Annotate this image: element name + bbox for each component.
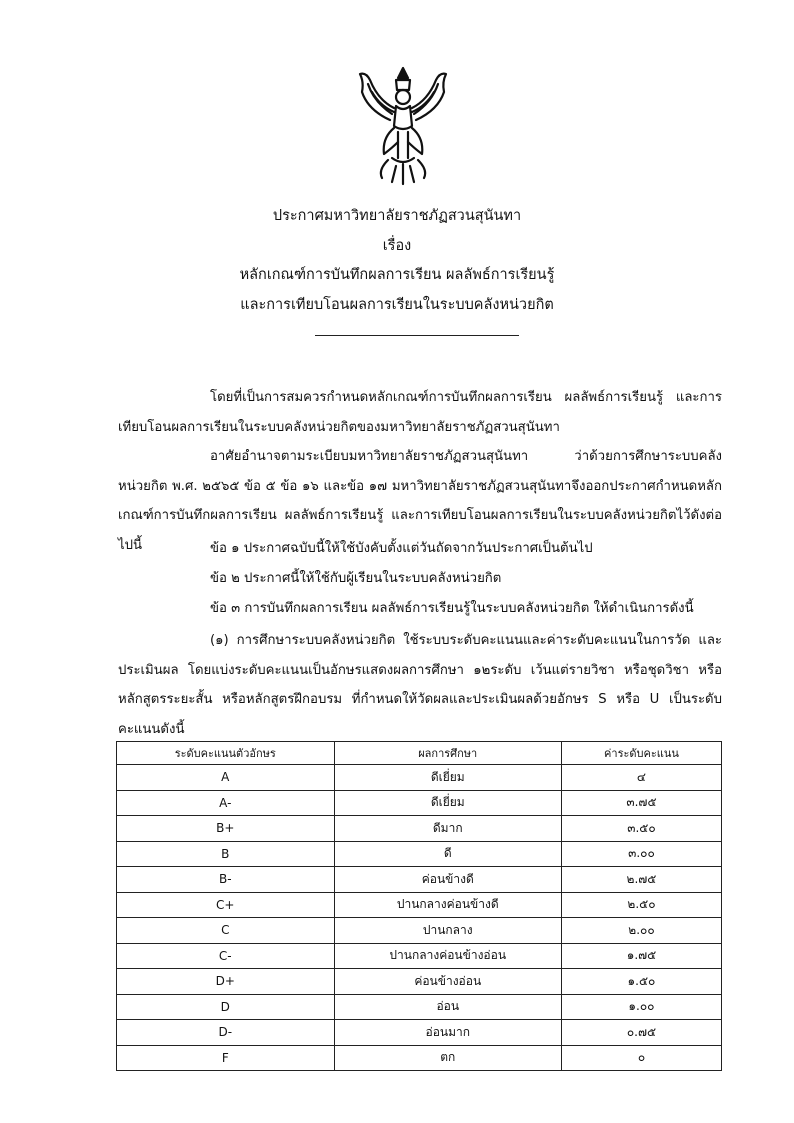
grade-value-cell: ๓.๕๐: [561, 816, 721, 842]
table-row: [117, 790, 722, 816]
table-row: [117, 867, 722, 893]
letter-grade-cell: A-: [117, 790, 335, 816]
grade-value-cell: ๑.๕๐: [561, 969, 721, 995]
grade-value-cell: ๑.๗๕: [561, 943, 721, 969]
result-cell: อ่อนมาก: [334, 1020, 561, 1046]
header-grade-value: ค่าระดับคะแนน: [561, 742, 721, 765]
result-cell: ดีมาก: [334, 816, 561, 842]
subject-line-2: และการเทียบโอนผลการเรียนในระบบคลังหน่วยกิต: [240, 296, 554, 313]
grade-value-cell: ๐.๗๕: [561, 1020, 721, 1046]
table-row: [117, 765, 722, 791]
table-row: [117, 1045, 722, 1071]
letter-grade-cell: B-: [117, 867, 335, 893]
result-cell: ดีเยี่ยม: [334, 790, 561, 816]
grade-value-cell: ๓.๗๕: [561, 790, 721, 816]
result-cell: ตก: [334, 1045, 561, 1071]
result-cell: ปานกลาง: [334, 918, 561, 944]
announcement-heading: [0, 202, 794, 320]
table-row: [117, 994, 722, 1020]
grade-value-cell: ๑.๐๐: [561, 994, 721, 1020]
result-cell: อ่อน: [334, 994, 561, 1020]
letter-grade-cell: D: [117, 994, 335, 1020]
grade-value-cell: ๓.๐๐: [561, 841, 721, 867]
table-row: [117, 816, 722, 842]
grade-value-cell: ๒.๐๐: [561, 918, 721, 944]
grade-table-header-row: [117, 742, 722, 765]
clause-1: ข้อ ๑ ประกาศฉบับนี้ให้ใช้บังคับตั้งแต่วันถัดจากวันประกาศเป็นต้นไป: [210, 541, 593, 556]
grade-value-cell: ๔: [561, 765, 721, 791]
grade-value-cell: ๐: [561, 1045, 721, 1071]
grade-table: [116, 741, 722, 1071]
result-cell: ปานกลางค่อนข้างอ่อน: [334, 943, 561, 969]
letter-grade-cell: A: [117, 765, 335, 791]
result-cell: ดีเยี่ยม: [334, 765, 561, 791]
clause-3: ข้อ ๓ การบันทึกผลการเรียน ผลลัพธ์การเรียนรู้ในระบบคลังหน่วยกิต ให้ดำเนินการดังนี้: [210, 601, 694, 616]
table-row: [117, 892, 722, 918]
result-cell: ค่อนข้างอ่อน: [334, 969, 561, 995]
letter-grade-cell: D+: [117, 969, 335, 995]
subject-label: เรื่อง: [382, 237, 412, 254]
result-cell: ปานกลางค่อนข้างดี: [334, 892, 561, 918]
result-cell: ดี: [334, 841, 561, 867]
letter-grade-cell: C: [117, 918, 335, 944]
table-row: [117, 969, 722, 995]
table-row: [117, 1020, 722, 1046]
clause-2: ข้อ ๒ ประกาศนี้ให้ใช้กับผู้เรียนในระบบคลังหน่วยกิต: [210, 571, 502, 586]
header-letter-grade: ระดับคะแนนตัวอักษร: [117, 742, 335, 765]
garuda-emblem-icon: [352, 62, 454, 190]
result-cell: ค่อนข้างดี: [334, 867, 561, 893]
subject-line-1: หลักเกณฑ์การบันทึกผลการเรียน ผลลัพธ์การเรียนรู้: [239, 267, 555, 283]
table-row: [117, 943, 722, 969]
letter-grade-cell: F: [117, 1045, 335, 1071]
letter-grade-cell: B: [117, 841, 335, 867]
letter-grade-cell: D-: [117, 1020, 335, 1046]
letter-grade-cell: B+: [117, 816, 335, 842]
table-row: [117, 841, 722, 867]
preamble-paragraph: โดยที่เป็นการสมควรกำหนดหลักเกณฑ์การบันทึกผลการเรียน ผลลัพธ์การเรียนรู้ และการเทียบโอนผลการเรียนในระบบคลังหน่วยกิตของมหาวิทยาลัยราชภัฏสวนสุนันทา: [118, 390, 722, 435]
clause-3-item-1: (๑) การศึกษาระบบคลังหน่วยกิต ใช้ระบบระดับคะแนนและค่าระดับคะแนนในการวัด และประเมินผล โดยแบ่งระดับคะแนนเป็นอักษรแสดงผลการศึกษา ๑๒ระดับ เว้นแต่รายวิชา หรือชุดวิชา หรือหลักสูตรระยะสั้น หรือหลักสูตรฝึกอบรม ที่กำหนดให้วัดผลและประเมินผลด้วยอักษร S หรือ U เป็นระดับคะแนนดังนี้: [118, 633, 722, 737]
heading-divider: [315, 335, 519, 336]
authority-paragraph: อาศัยอำนาจตามระเบียบมหาวิทยาลัยราชภัฏสวนสุนันทา ว่าด้วยการศึกษาระบบคลังหน่วยกิต พ.ศ. ๒๕๖๕ ข้อ ๕ ข้อ ๑๖ และข้อ ๑๗ มหาวิทยาลัยราชภัฏสวนสุนันทาจึงออกประกาศกำหนดหลักเกณฑ์การบันทึกผลการเรียน ผลลัพธ์การเรียนรู้ และการเทียบโอนผลการเรียนในระบบคลังหน่วยกิตไว้ดังต่อไปนี้: [118, 449, 722, 553]
grade-value-cell: ๒.๕๐: [561, 892, 721, 918]
header-result: ผลการศึกษา: [334, 742, 561, 765]
grade-value-cell: ๒.๗๕: [561, 867, 721, 893]
letter-grade-cell: C+: [117, 892, 335, 918]
table-row: [117, 918, 722, 944]
issuer-title: ประกาศมหาวิทยาลัยราชภัฏสวนสุนันทา: [272, 208, 522, 224]
letter-grade-cell: C-: [117, 943, 335, 969]
